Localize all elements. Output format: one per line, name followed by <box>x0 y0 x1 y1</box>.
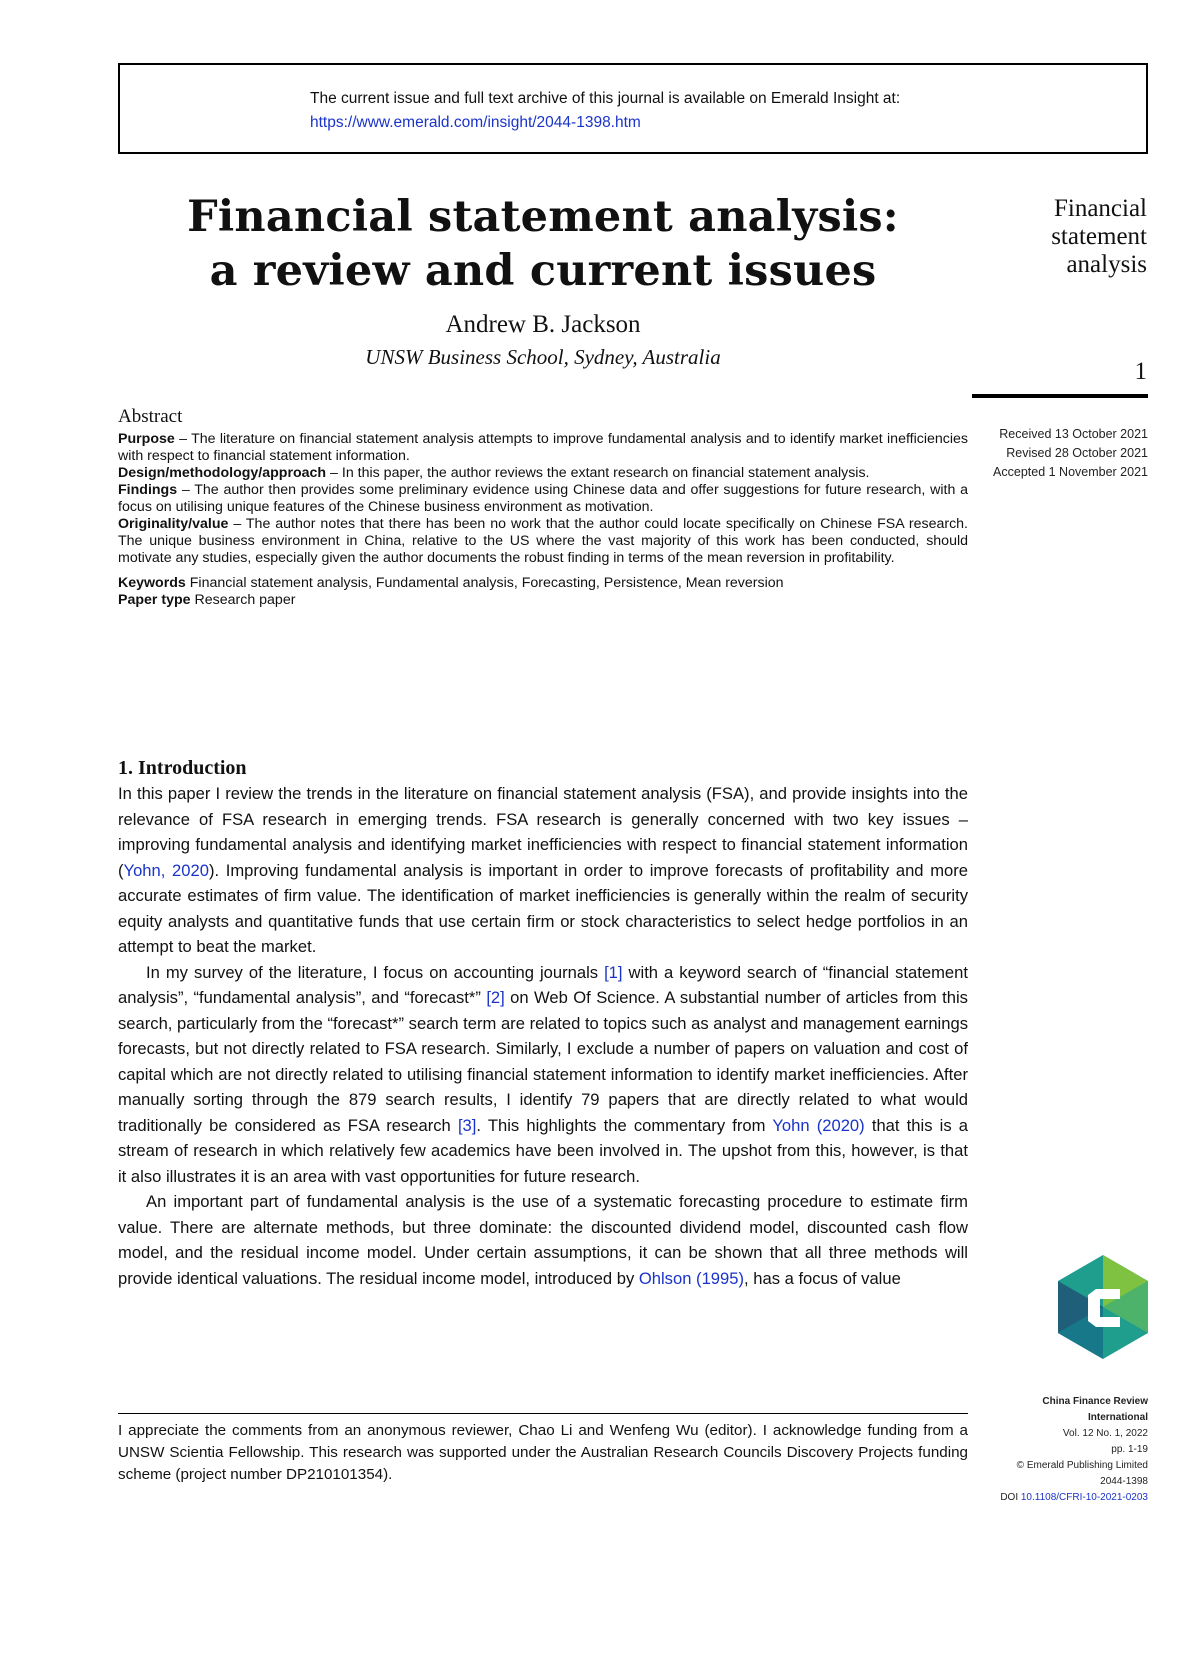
paragraph <box>118 960 968 1190</box>
paragraph-text: on Web Of Science. A substantial number of articles from this search, particularly from the “forecast*” search term are related to topics such as analyst and management earnings forecasts, but not directly related to FSA research. Similarly, I exclude a number of papers on valuation and cost of capital which are not directly related to utilising financial statement information to identify market inefficiencies. After manually sorting through the 879 search results, I identify 79 papers that are directly related to what would traditionally be considered as FSA research <box>118 988 968 1135</box>
paragraph-text: In my survey of the literature, I focus on accounting journals <box>146 962 605 982</box>
journal-name-line: International <box>1087 1412 1148 1423</box>
abstract-findings <box>118 482 968 516</box>
journal-pages: pp. 1-19 <box>1111 1444 1148 1455</box>
journal-url-link[interactable]: https://www.emerald.com/insight/2044-1398.htm <box>310 114 641 131</box>
notice-line: The current issue and full text archive of this journal is available on Emerald Insight at: <box>310 90 901 107</box>
citation-link[interactable]: Yohn, 2020 <box>123 860 209 880</box>
doi-label: DOI <box>1000 1492 1021 1503</box>
keywords-label: Keywords <box>118 575 186 591</box>
section-heading: 1. Introduction <box>118 757 247 779</box>
introduction-section <box>118 755 968 1291</box>
journal-name <box>960 1410 1148 1426</box>
paragraph-text: ). Improving fundamental analysis is important in order to improve forecasts of profitability and more accurate estimates of firm value. The identification of market inefficiencies is generally within the realm of security equity analysts and quantitative funds that use certain firm or stock characteristics to select hedge portfolios in an attempt to beat the market. <box>118 860 969 956</box>
purpose-label: Purpose <box>118 431 175 447</box>
paragraph <box>118 1189 968 1291</box>
paragraph-text: In this paper I review the trends in the literature on financial statement analysis (FSA), and provide insights into the relevance of FSA research in emerging trends. FSA research is generally concerned with two key issues – improving fundamental analysis and identifying market inefficiencies with respect to financial statement information ( <box>118 784 968 880</box>
acknowledgement-footnote: I appreciate the comments from an anonymous reviewer, Chao Li and Wenfeng Wu (editor). I acknowledge funding from a UNSW Scientia Fellowship. This research was supported under the Australian Research Councils Discovery Projects funding scheme (project number DP210101354). <box>118 1422 968 1483</box>
journal-info <box>960 1394 1148 1506</box>
article-history <box>960 425 1148 482</box>
revised-date: Revised 28 October 2021 <box>1006 446 1148 460</box>
footnote-link[interactable]: [3] <box>457 1115 477 1135</box>
journal-name-line: China Finance Review <box>1042 1396 1148 1407</box>
abstract-heading: Abstract <box>118 406 183 427</box>
page-number: 1 <box>1134 358 1147 385</box>
paragraph-text: An important part of fundamental analysis is the use of a systematic forecasting procedure to estimate firm value. There are alternate methods, but three dominate: the discounted dividend model, discounted cash flow model, and the residual income model. Under certain assumptions, it can be shown that all three methods will provide identical valuations. The residual income model, introduced by <box>118 1192 968 1288</box>
accepted-date: Accepted 1 November 2021 <box>993 465 1148 479</box>
journal-volume: Vol. 12 No. 1, 2022 <box>1062 1428 1148 1439</box>
abstract-keywords <box>118 575 968 592</box>
paragraph-text: that this is a stream of research in which relatively few academics have been involved in. The upshot from this, however, is that it also illustrates it is an area with vast opportunities for future research. <box>118 1115 969 1186</box>
author-name: Andrew B. Jackson <box>445 311 641 338</box>
journal-issn: 2044-1398 <box>1100 1476 1148 1487</box>
findings-text: – The author then provides some preliminary evidence using Chinese data and offer suggestions for future research, with a focus on utilising unique features of the Chinese business environment as motivation. <box>118 482 968 515</box>
paragraph-text: . This highlights the commentary from <box>476 1115 773 1135</box>
citation-link[interactable]: Yohn (2020) <box>772 1115 865 1135</box>
findings-label: Findings <box>118 482 178 498</box>
abstract-design <box>118 465 968 482</box>
journal-notice-text <box>310 87 900 135</box>
abstract-originality <box>118 516 968 567</box>
keywords-text: Financial statement analysis, Fundamental analysis, Forecasting, Persistence, Mean reversion <box>185 575 784 591</box>
design-label: Design/methodology/approach <box>118 465 327 481</box>
received-date: Received 13 October 2021 <box>999 427 1148 441</box>
sidebar-divider <box>972 394 1148 398</box>
originality-label: Originality/value <box>118 516 229 532</box>
paper-type-text: Research paper <box>190 592 296 608</box>
title-line-2: a review and current issues <box>209 246 877 296</box>
abstract-purpose <box>118 431 968 465</box>
title-line-1: Financial statement analysis: <box>187 192 899 242</box>
author-affiliation: UNSW Business School, Sydney, Australia <box>365 345 721 369</box>
journal-notice-box <box>118 63 1148 154</box>
journal-copyright: © Emerald Publishing Limited <box>1016 1460 1148 1471</box>
article-title <box>118 190 968 298</box>
footnote-link[interactable]: [2] <box>486 988 505 1007</box>
emerald-logo-icon <box>1058 1255 1148 1359</box>
running-head-line: Financial <box>1053 195 1147 222</box>
design-text: – In this paper, the author reviews the extant research on financial statement analysis. <box>326 465 870 481</box>
originality-text: – The author notes that there has been no work that the author could locate specifically on Chinese FSA research. The unique business environment in China, relative to the US where the vast majority of this work has been conducted, should motivate any studies, especially given the author documents the robust finding in terms of the mean reversion in profitability. <box>118 516 968 566</box>
paper-type-label: Paper type <box>118 592 191 608</box>
purpose-text: – The literature on financial statement analysis attempts to improve fundamental analysis and to identify market inefficiencies with respect to financial statement information. <box>118 431 968 464</box>
citation-link[interactable]: Ohlson (1995) <box>638 1268 745 1288</box>
running-head-line: analysis <box>1066 251 1147 278</box>
footnote-divider <box>118 1413 968 1414</box>
footnote-link[interactable]: [1] <box>604 962 623 982</box>
abstract-paper-type <box>118 592 968 609</box>
paragraph <box>118 781 968 960</box>
paragraph-text: with a keyword search of “financial statement analysis”, “fundamental analysis”, and “forecast*” <box>118 962 968 1007</box>
running-head <box>990 195 1147 279</box>
journal-name <box>960 1394 1148 1410</box>
abstract-section <box>118 405 968 609</box>
journal-doi <box>960 1490 1148 1506</box>
paragraph-text: , has a focus of value <box>744 1268 901 1288</box>
doi-link[interactable]: 10.1108/CFRI-10-2021-0203 <box>1020 1492 1148 1503</box>
running-head-line: statement <box>1051 223 1147 250</box>
